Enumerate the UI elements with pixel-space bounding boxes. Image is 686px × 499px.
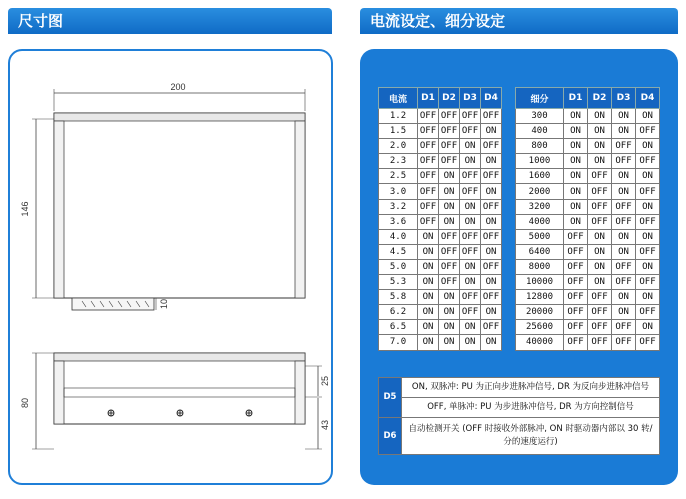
microstep-row-switch: ON xyxy=(588,259,612,274)
microstep-row-switch: ON xyxy=(636,199,660,214)
micro-header-label: 细分 xyxy=(516,88,564,109)
microstep-row xyxy=(516,275,660,290)
current-row-switch: OFF xyxy=(439,275,460,290)
current-row-switch: OFF xyxy=(418,184,439,199)
current-row xyxy=(379,184,502,199)
current-row-switch: OFF xyxy=(481,199,502,214)
microstep-row-switch: ON xyxy=(564,139,588,154)
current-row xyxy=(379,169,502,184)
current-row-switch: OFF xyxy=(460,124,481,139)
microstep-row-value: 20000 xyxy=(516,305,564,320)
microstep-row xyxy=(516,244,660,259)
right-section-title: 电流设定、细分设定 xyxy=(370,12,506,30)
microstep-row-switch: ON xyxy=(564,199,588,214)
current-row-switch: ON xyxy=(460,275,481,290)
current-header-d2: D2 xyxy=(439,88,460,109)
microstep-row-switch: OFF xyxy=(612,214,636,229)
current-row-value: 6.5 xyxy=(379,320,418,335)
microstep-row-switch: OFF xyxy=(564,290,588,305)
microstep-row-value: 800 xyxy=(516,139,564,154)
current-row-switch: OFF xyxy=(439,124,460,139)
microstep-row-switch: OFF xyxy=(636,335,660,350)
current-row-switch: ON xyxy=(481,214,502,229)
microstep-row-value: 10000 xyxy=(516,275,564,290)
current-row-value: 3.2 xyxy=(379,199,418,214)
current-row xyxy=(379,259,502,274)
microstep-row-switch: OFF xyxy=(636,124,660,139)
current-row xyxy=(379,229,502,244)
dim-terminal: 10 xyxy=(159,298,169,310)
current-row-switch: ON xyxy=(439,199,460,214)
microstep-row xyxy=(516,184,660,199)
current-row-switch: OFF xyxy=(460,290,481,305)
microstep-row-switch: ON xyxy=(612,184,636,199)
microstep-row-switch: ON xyxy=(612,169,636,184)
current-row-switch: OFF xyxy=(439,244,460,259)
microstep-row-switch: OFF xyxy=(612,199,636,214)
current-row-switch: OFF xyxy=(460,169,481,184)
left-section-title: 尺寸图 xyxy=(18,12,64,30)
microstep-row-switch: OFF xyxy=(612,335,636,350)
microstep-row-value: 2000 xyxy=(516,184,564,199)
current-row-value: 2.5 xyxy=(379,169,418,184)
microstep-row-value: 40000 xyxy=(516,335,564,350)
microstep-row-switch: OFF xyxy=(564,320,588,335)
current-header-d1: D1 xyxy=(418,88,439,109)
microstep-row-value: 8000 xyxy=(516,259,564,274)
microstep-row-switch: ON xyxy=(636,139,660,154)
current-row-switch: OFF xyxy=(439,229,460,244)
microstep-row-switch: ON xyxy=(612,109,636,124)
current-row-value: 5.0 xyxy=(379,259,418,274)
microstep-row-switch: ON xyxy=(612,124,636,139)
current-row-switch: ON xyxy=(460,335,481,350)
microstep-row-switch: OFF xyxy=(612,154,636,169)
current-row-switch: ON xyxy=(418,335,439,350)
current-row-switch: OFF xyxy=(418,109,439,124)
microstep-row xyxy=(516,290,660,305)
microstep-row-switch: OFF xyxy=(636,154,660,169)
current-row-switch: OFF xyxy=(418,139,439,154)
microstep-row-value: 400 xyxy=(516,124,564,139)
microstep-row-switch: OFF xyxy=(564,259,588,274)
microstep-row-switch: OFF xyxy=(564,335,588,350)
current-row-switch: ON xyxy=(481,244,502,259)
current-row-value: 1.5 xyxy=(379,124,418,139)
dim-side-top: 25 xyxy=(320,375,330,387)
microstep-row-value: 5000 xyxy=(516,229,564,244)
microstep-row-switch: OFF xyxy=(612,275,636,290)
legend-d5-off: OFF, 单脉冲: PU 为步进脉冲信号, DR 为方向控制信号 xyxy=(402,398,660,418)
micro-header-d1: D1 xyxy=(564,88,588,109)
microstep-row-switch: ON xyxy=(636,320,660,335)
microstep-row-switch: ON xyxy=(564,154,588,169)
current-row xyxy=(379,139,502,154)
microstep-row-value: 25600 xyxy=(516,320,564,335)
microstep-row-switch: OFF xyxy=(588,199,612,214)
current-row-value: 4.5 xyxy=(379,244,418,259)
microstep-row-switch: ON xyxy=(564,124,588,139)
current-row-switch: ON xyxy=(460,320,481,335)
micro-header-d2: D2 xyxy=(588,88,612,109)
microstep-row xyxy=(516,335,660,350)
current-row xyxy=(379,109,502,124)
microstep-row-switch: ON xyxy=(564,169,588,184)
microstep-row-switch: OFF xyxy=(636,184,660,199)
legend-key-d5: D5 xyxy=(379,378,402,418)
current-row-switch: OFF xyxy=(460,184,481,199)
current-row-switch: ON xyxy=(439,169,460,184)
current-row-value: 5.3 xyxy=(379,275,418,290)
microstep-row-switch: ON xyxy=(636,109,660,124)
microstep-row xyxy=(516,305,660,320)
legend-d5-on: ON, 双脉冲: PU 为正向步进脉冲信号, DR 为反向步进脉冲信号 xyxy=(402,378,660,398)
legend-key-d6: D6 xyxy=(379,418,402,455)
microstep-table xyxy=(515,87,660,351)
microstep-row-switch: OFF xyxy=(588,169,612,184)
microstep-row-switch: OFF xyxy=(636,244,660,259)
current-row-switch: OFF xyxy=(460,244,481,259)
current-row xyxy=(379,214,502,229)
microstep-row-switch: ON xyxy=(612,229,636,244)
microstep-row-switch: ON xyxy=(588,124,612,139)
current-row-switch: OFF xyxy=(481,320,502,335)
current-row xyxy=(379,305,502,320)
microstep-row-switch: OFF xyxy=(612,259,636,274)
current-row-switch: OFF xyxy=(481,169,502,184)
microstep-row-switch: ON xyxy=(564,214,588,229)
microstep-row xyxy=(516,154,660,169)
current-row-value: 6.2 xyxy=(379,305,418,320)
current-row-value: 4.0 xyxy=(379,229,418,244)
microstep-row xyxy=(516,214,660,229)
current-row-switch: ON xyxy=(439,214,460,229)
current-row-switch: ON xyxy=(481,275,502,290)
microstep-row-switch: ON xyxy=(612,244,636,259)
current-table-header xyxy=(379,88,502,109)
current-row-switch: ON xyxy=(460,154,481,169)
switch-legend xyxy=(378,377,660,455)
microstep-row xyxy=(516,199,660,214)
microstep-row-value: 4000 xyxy=(516,214,564,229)
microstep-row-value: 1000 xyxy=(516,154,564,169)
right-section-header xyxy=(360,8,678,34)
current-row-switch: ON xyxy=(460,139,481,154)
current-row xyxy=(379,335,502,350)
current-row-switch: ON xyxy=(418,305,439,320)
current-row-switch: ON xyxy=(418,244,439,259)
dimension-panel xyxy=(8,49,333,485)
current-row-value: 3.6 xyxy=(379,214,418,229)
microstep-row-switch: OFF xyxy=(588,335,612,350)
microstep-row-switch: OFF xyxy=(564,305,588,320)
microstep-row-switch: ON xyxy=(588,154,612,169)
current-row xyxy=(379,199,502,214)
current-row-switch: ON xyxy=(460,214,481,229)
microstep-row-value: 3200 xyxy=(516,199,564,214)
microstep-row xyxy=(516,169,660,184)
microstep-row-value: 300 xyxy=(516,109,564,124)
microstep-row-switch: ON xyxy=(636,259,660,274)
current-row-switch: ON xyxy=(418,259,439,274)
microstep-row xyxy=(516,139,660,154)
microstep-table-header xyxy=(516,88,660,109)
current-row-switch: ON xyxy=(439,335,460,350)
microstep-row-switch: ON xyxy=(636,169,660,184)
current-header-d4: D4 xyxy=(481,88,502,109)
microstep-row-switch: ON xyxy=(588,109,612,124)
microstep-row-switch: ON xyxy=(636,229,660,244)
dim-width: 200 xyxy=(170,82,186,92)
microstep-row-switch: OFF xyxy=(636,275,660,290)
current-row-switch: OFF xyxy=(481,259,502,274)
current-row-switch: OFF xyxy=(481,109,502,124)
current-row-switch: OFF xyxy=(418,199,439,214)
current-row-switch: ON xyxy=(439,320,460,335)
microstep-row-switch: ON xyxy=(588,244,612,259)
current-row-switch: OFF xyxy=(460,109,481,124)
left-section-header xyxy=(8,8,332,34)
current-row-value: 2.0 xyxy=(379,139,418,154)
current-row-switch: ON xyxy=(418,275,439,290)
microstep-row-switch: OFF xyxy=(564,275,588,290)
microstep-row-switch: ON xyxy=(588,275,612,290)
microstep-row-value: 6400 xyxy=(516,244,564,259)
current-row-switch: OFF xyxy=(418,214,439,229)
current-row xyxy=(379,320,502,335)
microstep-row-switch: ON xyxy=(636,290,660,305)
dim-side-bottom: 43 xyxy=(320,419,330,431)
current-row-value: 2.3 xyxy=(379,154,418,169)
microstep-row xyxy=(516,124,660,139)
dim-side-height: 80 xyxy=(20,397,30,409)
micro-header-d3: D3 xyxy=(612,88,636,109)
microstep-row-switch: OFF xyxy=(612,320,636,335)
microstep-row-switch: OFF xyxy=(588,184,612,199)
current-row-switch: ON xyxy=(481,305,502,320)
microstep-row-switch: OFF xyxy=(636,214,660,229)
current-row-switch: ON xyxy=(481,154,502,169)
microstep-row-switch: ON xyxy=(564,184,588,199)
microstep-row xyxy=(516,259,660,274)
current-header-d3: D3 xyxy=(460,88,481,109)
current-row-switch: ON xyxy=(418,320,439,335)
current-table xyxy=(378,87,502,351)
current-row-switch: OFF xyxy=(418,169,439,184)
current-row-switch: OFF xyxy=(460,229,481,244)
current-row-switch: ON xyxy=(418,290,439,305)
current-row xyxy=(379,244,502,259)
current-header-label: 电流 xyxy=(379,88,418,109)
current-row-switch: ON xyxy=(439,305,460,320)
microstep-row-switch: ON xyxy=(612,290,636,305)
current-row-switch: OFF xyxy=(481,139,502,154)
microstep-row-switch: ON xyxy=(564,109,588,124)
current-row xyxy=(379,290,502,305)
microstep-row-switch: OFF xyxy=(636,305,660,320)
current-row-switch: ON xyxy=(439,290,460,305)
current-row xyxy=(379,275,502,290)
microstep-row xyxy=(516,109,660,124)
microstep-row-switch: ON xyxy=(588,229,612,244)
microstep-row-switch: OFF xyxy=(588,320,612,335)
current-row-switch: OFF xyxy=(439,259,460,274)
dimension-drawing xyxy=(10,51,331,483)
microstep-row-switch: ON xyxy=(588,139,612,154)
current-row-switch: OFF xyxy=(439,109,460,124)
microstep-row-switch: OFF xyxy=(588,290,612,305)
microstep-row-switch: OFF xyxy=(564,244,588,259)
microstep-row xyxy=(516,320,660,335)
microstep-row xyxy=(516,229,660,244)
current-row-switch: ON xyxy=(460,259,481,274)
current-row xyxy=(379,124,502,139)
current-row-switch: OFF xyxy=(418,154,439,169)
current-row-switch: OFF xyxy=(439,154,460,169)
dim-height: 146 xyxy=(20,201,30,217)
current-row xyxy=(379,154,502,169)
current-row-value: 5.8 xyxy=(379,290,418,305)
current-row-switch: OFF xyxy=(418,124,439,139)
microstep-row-switch: OFF xyxy=(564,229,588,244)
current-row-switch: OFF xyxy=(481,290,502,305)
current-row-switch: ON xyxy=(481,124,502,139)
current-row-switch: ON xyxy=(418,229,439,244)
microstep-row-value: 12800 xyxy=(516,290,564,305)
microstep-row-switch: OFF xyxy=(588,214,612,229)
current-row-switch: OFF xyxy=(481,229,502,244)
current-row-value: 1.2 xyxy=(379,109,418,124)
current-row-value: 3.0 xyxy=(379,184,418,199)
current-row-switch: OFF xyxy=(439,139,460,154)
microstep-row-value: 1600 xyxy=(516,169,564,184)
current-row-switch: ON xyxy=(481,184,502,199)
current-row-switch: ON xyxy=(481,335,502,350)
microstep-row-switch: ON xyxy=(612,305,636,320)
top-view-body xyxy=(54,113,305,298)
current-row-switch: ON xyxy=(460,199,481,214)
microstep-row-switch: OFF xyxy=(612,139,636,154)
microstep-row-switch: OFF xyxy=(588,305,612,320)
current-row-switch: OFF xyxy=(460,305,481,320)
current-row-switch: ON xyxy=(439,184,460,199)
legend-d6-text: 自动检测开关 (OFF 时接收外部脉冲, ON 时驱动器内部以 30 转/分的速度运行) xyxy=(402,418,660,455)
micro-header-d4: D4 xyxy=(636,88,660,109)
current-row-value: 7.0 xyxy=(379,335,418,350)
